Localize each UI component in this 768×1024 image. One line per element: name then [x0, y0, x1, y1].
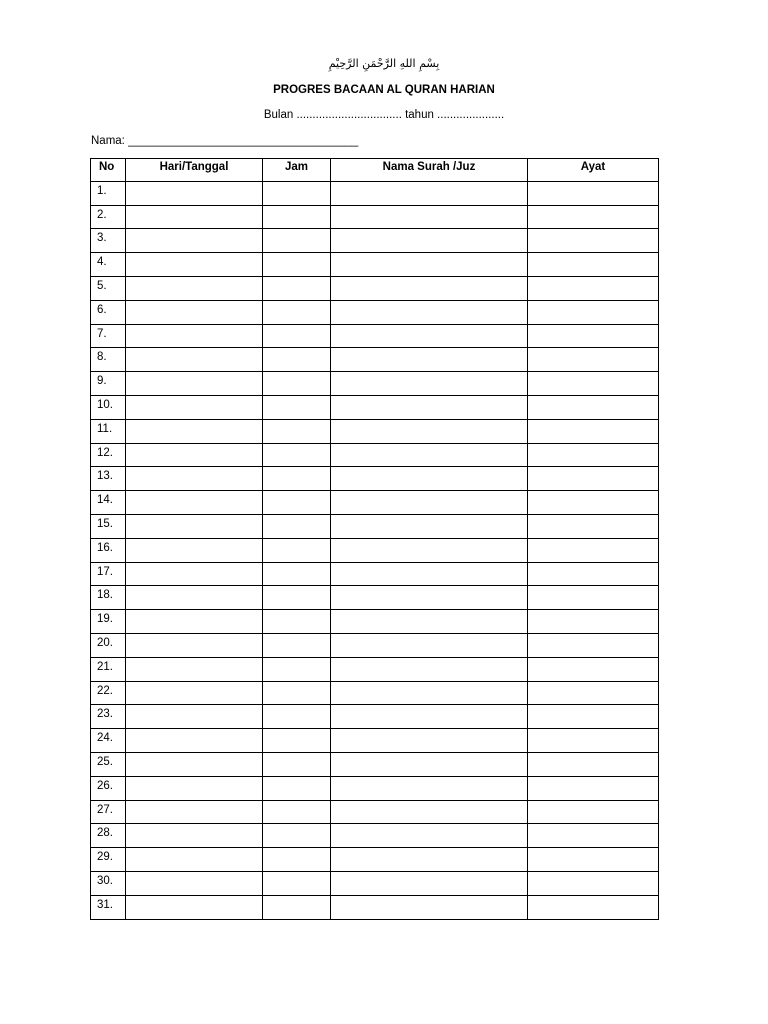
surah-cell[interactable]: [331, 586, 528, 610]
table-row: [91, 895, 659, 919]
date-cell[interactable]: [126, 562, 263, 586]
date-cell[interactable]: [126, 657, 263, 681]
date-cell[interactable]: [126, 514, 263, 538]
date-cell[interactable]: [126, 467, 263, 491]
bismillah-heading: بِسْمِ اللهِ الرَّحْمَنِ الرَّحِيْمِ: [328, 57, 440, 70]
time-cell[interactable]: [263, 586, 331, 610]
time-cell[interactable]: [263, 538, 331, 562]
time-cell[interactable]: [263, 181, 331, 205]
time-cell[interactable]: [263, 395, 331, 419]
table-row: [91, 491, 659, 515]
verse-cell[interactable]: [528, 181, 659, 205]
date-cell[interactable]: [126, 824, 263, 848]
time-cell[interactable]: [263, 443, 331, 467]
verse-cell[interactable]: [528, 562, 659, 586]
verse-cell[interactable]: [528, 610, 659, 634]
reading-log-table: [90, 158, 659, 920]
table-row: [91, 729, 659, 753]
date-cell[interactable]: [126, 253, 263, 277]
row-number-cell: 27.: [91, 800, 126, 824]
table-row: [91, 467, 659, 491]
column-header-time: Jam: [263, 159, 331, 182]
time-cell[interactable]: [263, 610, 331, 634]
verse-cell[interactable]: [528, 752, 659, 776]
surah-cell[interactable]: [331, 562, 528, 586]
surah-cell[interactable]: [331, 514, 528, 538]
surah-cell[interactable]: [331, 467, 528, 491]
row-number-cell: 24.: [91, 729, 126, 753]
time-cell[interactable]: [263, 372, 331, 396]
time-cell[interactable]: [263, 253, 331, 277]
verse-cell[interactable]: [528, 586, 659, 610]
date-cell[interactable]: [126, 443, 263, 467]
date-cell[interactable]: [126, 229, 263, 253]
column-header-date: Hari/Tanggal: [126, 159, 263, 182]
surah-cell[interactable]: [331, 181, 528, 205]
table-header-row: [91, 159, 659, 182]
surah-cell[interactable]: [331, 657, 528, 681]
table-row: [91, 562, 659, 586]
date-cell[interactable]: [126, 300, 263, 324]
surah-cell[interactable]: [331, 824, 528, 848]
table-row: [91, 253, 659, 277]
table-row: [91, 181, 659, 205]
time-cell[interactable]: [263, 895, 331, 919]
verse-cell[interactable]: [528, 729, 659, 753]
time-cell[interactable]: [263, 752, 331, 776]
surah-cell[interactable]: [331, 776, 528, 800]
time-cell[interactable]: [263, 300, 331, 324]
row-number-cell: 17.: [91, 562, 126, 586]
date-cell[interactable]: [126, 681, 263, 705]
row-number-cell: 29.: [91, 848, 126, 872]
time-cell[interactable]: [263, 776, 331, 800]
table-row: [91, 633, 659, 657]
table-row: [91, 395, 659, 419]
table-row: [91, 538, 659, 562]
date-cell[interactable]: [126, 871, 263, 895]
verse-cell[interactable]: [528, 276, 659, 300]
surah-cell[interactable]: [331, 729, 528, 753]
month-year-line: Bulan ................................. tahun .....................: [263, 109, 505, 121]
table-row: [91, 681, 659, 705]
row-number-cell: 16.: [91, 538, 126, 562]
surah-cell[interactable]: [331, 229, 528, 253]
verse-cell[interactable]: [528, 848, 659, 872]
surah-cell[interactable]: [331, 538, 528, 562]
date-cell[interactable]: [126, 705, 263, 729]
surah-cell[interactable]: [331, 705, 528, 729]
surah-cell[interactable]: [331, 205, 528, 229]
verse-cell[interactable]: [528, 395, 659, 419]
time-cell[interactable]: [263, 705, 331, 729]
row-number-cell: 5.: [91, 276, 126, 300]
verse-cell[interactable]: [528, 871, 659, 895]
table-row: [91, 800, 659, 824]
date-cell[interactable]: [126, 181, 263, 205]
time-cell[interactable]: [263, 324, 331, 348]
table-row: [91, 824, 659, 848]
verse-cell[interactable]: [528, 419, 659, 443]
table-row: [91, 443, 659, 467]
time-cell[interactable]: [263, 229, 331, 253]
time-cell[interactable]: [263, 871, 331, 895]
surah-cell[interactable]: [331, 895, 528, 919]
row-number-cell: 13.: [91, 467, 126, 491]
surah-cell[interactable]: [331, 253, 528, 277]
table-row: [91, 324, 659, 348]
verse-cell[interactable]: [528, 514, 659, 538]
row-number-cell: 9.: [91, 372, 126, 396]
verse-cell[interactable]: [528, 324, 659, 348]
row-number-cell: 3.: [91, 229, 126, 253]
table-row: [91, 514, 659, 538]
surah-cell[interactable]: [331, 348, 528, 372]
date-cell[interactable]: [126, 610, 263, 634]
date-cell[interactable]: [126, 776, 263, 800]
row-number-cell: 12.: [91, 443, 126, 467]
time-cell[interactable]: [263, 681, 331, 705]
date-cell[interactable]: [126, 205, 263, 229]
row-number-cell: 28.: [91, 824, 126, 848]
surah-cell[interactable]: [331, 372, 528, 396]
row-number-cell: 1.: [91, 181, 126, 205]
row-number-cell: 30.: [91, 871, 126, 895]
verse-cell[interactable]: [528, 348, 659, 372]
time-cell[interactable]: [263, 848, 331, 872]
verse-cell[interactable]: [528, 705, 659, 729]
verse-cell[interactable]: [528, 824, 659, 848]
surah-cell[interactable]: [331, 276, 528, 300]
time-cell[interactable]: [263, 205, 331, 229]
row-number-cell: 23.: [91, 705, 126, 729]
table-row: [91, 276, 659, 300]
date-cell[interactable]: [126, 324, 263, 348]
table-row: [91, 229, 659, 253]
surah-cell[interactable]: [331, 610, 528, 634]
verse-cell[interactable]: [528, 205, 659, 229]
date-cell[interactable]: [126, 848, 263, 872]
time-cell[interactable]: [263, 657, 331, 681]
table-row: [91, 586, 659, 610]
name-field-line: Nama: ____________________________________: [91, 135, 359, 147]
column-header-verse: Ayat: [528, 159, 659, 182]
surah-cell[interactable]: [331, 491, 528, 515]
verse-cell[interactable]: [528, 776, 659, 800]
row-number-cell: 2.: [91, 205, 126, 229]
table-row: [91, 848, 659, 872]
time-cell[interactable]: [263, 514, 331, 538]
row-number-cell: 19.: [91, 610, 126, 634]
date-cell[interactable]: [126, 895, 263, 919]
row-number-cell: 4.: [91, 253, 126, 277]
table-row: [91, 752, 659, 776]
verse-cell[interactable]: [528, 895, 659, 919]
table-row: [91, 300, 659, 324]
surah-cell[interactable]: [331, 681, 528, 705]
surah-cell[interactable]: [331, 800, 528, 824]
row-number-cell: 8.: [91, 348, 126, 372]
verse-cell[interactable]: [528, 538, 659, 562]
surah-cell[interactable]: [331, 443, 528, 467]
table-row: [91, 776, 659, 800]
surah-cell[interactable]: [331, 848, 528, 872]
verse-cell[interactable]: [528, 372, 659, 396]
table-row: [91, 419, 659, 443]
date-cell[interactable]: [126, 752, 263, 776]
surah-cell[interactable]: [331, 324, 528, 348]
surah-cell[interactable]: [331, 419, 528, 443]
surah-cell[interactable]: [331, 752, 528, 776]
time-cell[interactable]: [263, 467, 331, 491]
verse-cell[interactable]: [528, 681, 659, 705]
row-number-cell: 10.: [91, 395, 126, 419]
row-number-cell: 25.: [91, 752, 126, 776]
time-cell[interactable]: [263, 491, 331, 515]
time-cell[interactable]: [263, 800, 331, 824]
row-number-cell: 20.: [91, 633, 126, 657]
date-cell[interactable]: [126, 372, 263, 396]
time-cell[interactable]: [263, 276, 331, 300]
verse-cell[interactable]: [528, 491, 659, 515]
surah-cell[interactable]: [331, 871, 528, 895]
row-number-cell: 15.: [91, 514, 126, 538]
date-cell[interactable]: [126, 538, 263, 562]
table-row: [91, 348, 659, 372]
row-number-cell: 7.: [91, 324, 126, 348]
surah-cell[interactable]: [331, 633, 528, 657]
table-row: [91, 657, 659, 681]
table-body: [91, 181, 659, 919]
row-number-cell: 14.: [91, 491, 126, 515]
date-cell[interactable]: [126, 800, 263, 824]
column-header-no: No: [91, 159, 126, 182]
verse-cell[interactable]: [528, 633, 659, 657]
table-row: [91, 871, 659, 895]
time-cell[interactable]: [263, 348, 331, 372]
date-cell[interactable]: [126, 348, 263, 372]
verse-cell[interactable]: [528, 467, 659, 491]
time-cell[interactable]: [263, 419, 331, 443]
time-cell[interactable]: [263, 633, 331, 657]
date-cell[interactable]: [126, 586, 263, 610]
verse-cell[interactable]: [528, 300, 659, 324]
table-row: [91, 610, 659, 634]
date-cell[interactable]: [126, 491, 263, 515]
surah-cell[interactable]: [331, 300, 528, 324]
verse-cell[interactable]: [528, 229, 659, 253]
time-cell[interactable]: [263, 562, 331, 586]
table-row: [91, 205, 659, 229]
date-cell[interactable]: [126, 633, 263, 657]
row-number-cell: 26.: [91, 776, 126, 800]
time-cell[interactable]: [263, 824, 331, 848]
row-number-cell: 11.: [91, 419, 126, 443]
date-cell[interactable]: [126, 395, 263, 419]
row-number-cell: 31.: [91, 895, 126, 919]
row-number-cell: 18.: [91, 586, 126, 610]
verse-cell[interactable]: [528, 253, 659, 277]
column-header-surah: Nama Surah /Juz: [331, 159, 528, 182]
verse-cell[interactable]: [528, 657, 659, 681]
row-number-cell: 21.: [91, 657, 126, 681]
table-row: [91, 705, 659, 729]
time-cell[interactable]: [263, 729, 331, 753]
date-cell[interactable]: [126, 419, 263, 443]
page-title: PROGRES BACAAN AL QURAN HARIAN: [273, 84, 495, 96]
surah-cell[interactable]: [331, 395, 528, 419]
table-row: [91, 372, 659, 396]
row-number-cell: 6.: [91, 300, 126, 324]
row-number-cell: 22.: [91, 681, 126, 705]
date-cell[interactable]: [126, 729, 263, 753]
verse-cell[interactable]: [528, 800, 659, 824]
date-cell[interactable]: [126, 276, 263, 300]
verse-cell[interactable]: [528, 443, 659, 467]
